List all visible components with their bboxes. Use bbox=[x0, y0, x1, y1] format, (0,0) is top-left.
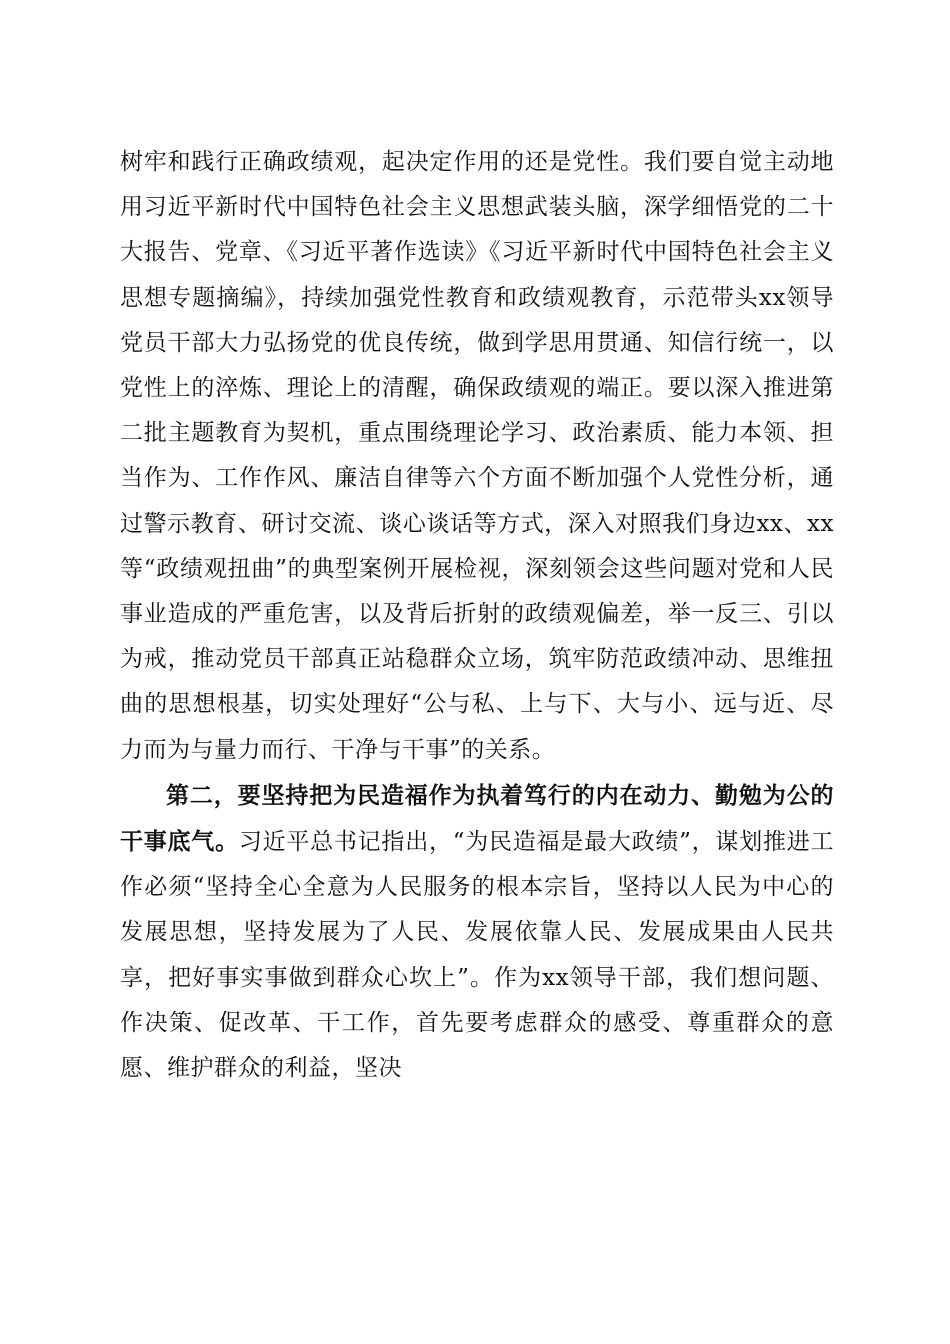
document-body bbox=[120, 140, 834, 1091]
paragraph-heading-bold: 第二，要坚持把为民造福作为执着笃行的内在动力、勤勉为公的干事底气。 bbox=[120, 781, 834, 856]
paragraph-second-point bbox=[120, 773, 834, 1091]
paragraph-continued: 树牢和践行正确政绩观，起决定作用的还是党性。我们要自觉主动地用习近平新时代中国特色社会主义思想武装头脑，深学细悟党的二十大报告、党章、《习近平著作选读》《习近平新时代中国特色社会主义思想专题摘编》，持续加强党性教育和政绩观教育，示范带头xx领导党员干部大力弘扬党的优良传统，做到学思用贯通、知信行统一，以党性上的淬炼、理论上的清醒，确保政绩观的端正。要以深入推进第二批主题教育为契机，重点围绕理论学习、政治素质、能力本领、担当作为、工作作风、廉洁自律等六个方面不断加强个人党性分析，通过警示教育、研讨交流、谈心谈话等方式，深入对照我们身边xx、xx等“政绩观扭曲”的典型案例开展检视，深刻领会这些问题对党和人民事业造成的严重危害，以及背后折射的政绩观偏差，举一反三、引以为戒，推动党员干部真正站稳群众立场，筑牢防范政绩冲动、思维扭曲的思想根基，切实处理好“公与私、上与下、大与小、远与近、尽力而为与量力而行、干净与干事”的关系。 bbox=[120, 149, 834, 763]
paragraph-body-text: 习近平总书记指出，“为民造福是最大政绩”，谋划推进工作必须“坚持全心全意为人民服务的根本宗旨，坚持以人民为中心的发展思想，坚持发展为了人民、发展依靠人民、发展成果由人民共享，把好事实事做到群众心坎上”。作为xx领导干部，我们想问题、作决策、促改革、干工作，首先要考虑群众的感受、尊重群众的意愿、维护群众的利益，坚决 bbox=[120, 829, 834, 1082]
